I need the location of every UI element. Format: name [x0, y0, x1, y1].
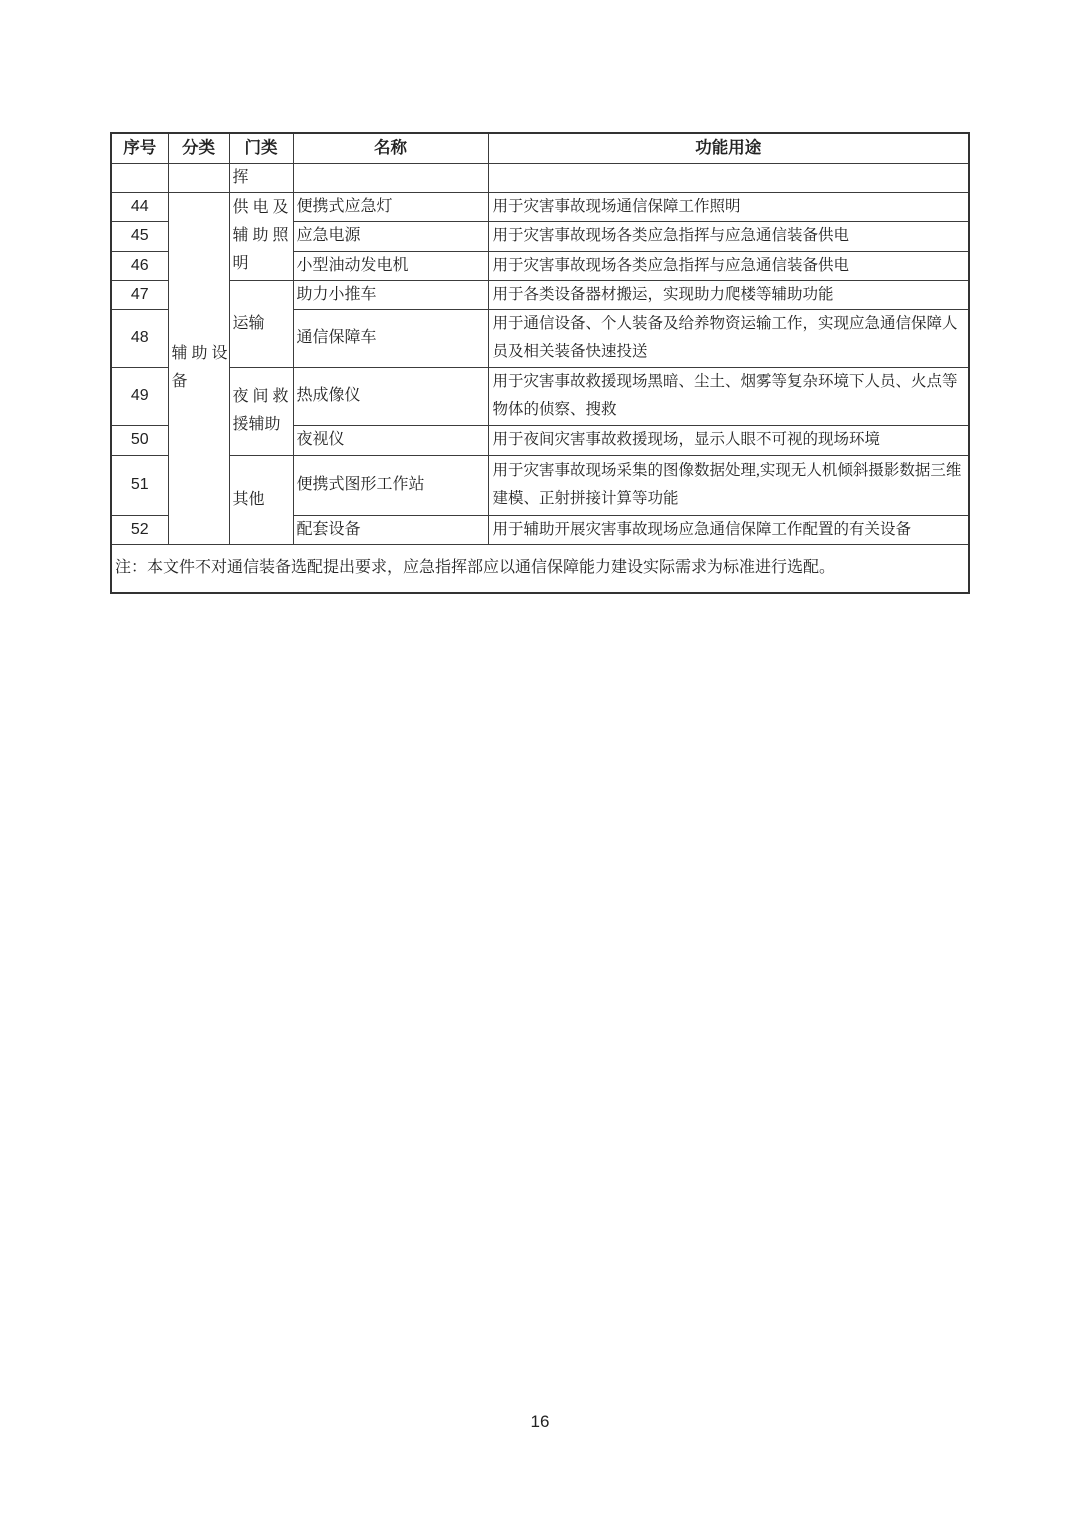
- continuation-function-cell: [488, 163, 969, 192]
- column-header-class: 门类: [229, 133, 293, 163]
- row-45-num: 45: [111, 221, 168, 251]
- class-line: 辅 助 照: [232, 227, 289, 244]
- row-51-num: 51: [111, 455, 168, 515]
- class-span-night-rescue: [229, 367, 293, 455]
- row-50-num: 50: [111, 425, 168, 455]
- row-52-name: 配套设备: [293, 515, 488, 544]
- row-52-num: 52: [111, 515, 168, 544]
- row-48-name: 通信保障车: [293, 309, 488, 367]
- equipment-table: [110, 132, 970, 594]
- table-row: [111, 367, 969, 425]
- continuation-name-cell: [293, 163, 488, 192]
- row-44-num: 44: [111, 192, 168, 221]
- row-44-name: 便携式应急灯: [293, 192, 488, 221]
- table-row: [111, 192, 969, 221]
- class-line: 运输: [232, 314, 265, 332]
- row-47-name: 助力小推车: [293, 280, 488, 309]
- class-line: 供 电 及: [232, 199, 289, 216]
- row-47-num: 47: [111, 280, 168, 309]
- row-47-function: 用于各类设备器材搬运，实现助力爬楼等辅助功能: [488, 280, 969, 309]
- row-49-name: 热成像仪: [293, 367, 488, 425]
- row-45-function: 用于灾害事故现场各类应急指挥与应急通信装备供电: [488, 221, 969, 251]
- row-44-function: 用于灾害事故现场通信保障工作照明: [488, 192, 969, 221]
- table-note: 注：本文件不对通信装备选配提出要求，应急指挥部应以通信保障能力建设实际需求为标准进行选配。: [111, 544, 969, 593]
- row-46-num: 46: [111, 251, 168, 280]
- page-number: 16: [530, 1412, 550, 1431]
- row-46-name: 小型油动发电机: [293, 251, 488, 280]
- row-52-function: 用于辅助开展灾害事故现场应急通信保障工作配置的有关设备: [488, 515, 969, 544]
- table-row: [111, 280, 969, 309]
- column-header-name: 名称: [293, 133, 488, 163]
- row-51-function: 用于灾害事故现场采集的图像数据处理,实现无人机倾斜摄影数据三维建模、正射拼接计算等功能: [488, 455, 969, 515]
- row-50-name: 夜视仪: [293, 425, 488, 455]
- column-header-function: 功能用途: [488, 133, 969, 163]
- class-span-power-lighting: [229, 192, 293, 280]
- row-48-function: 用于通信设备、个人装备及给养物资运输工作，实现应急通信保障人员及相关装备快速投送: [488, 309, 969, 367]
- continuation-num-cell: [111, 163, 168, 192]
- column-header-num: 序号: [111, 133, 168, 163]
- class-line: 明: [232, 255, 249, 272]
- continuation-class-cell: 挥: [229, 163, 293, 192]
- row-48-num: 48: [111, 309, 168, 367]
- row-45-name: 应急电源: [293, 221, 488, 251]
- table-row: [111, 455, 969, 515]
- row-46-function: 用于灾害事故现场各类应急指挥与应急通信装备供电: [488, 251, 969, 280]
- continuation-row: [111, 163, 969, 192]
- class-span-other: [229, 455, 293, 544]
- class-line: 夜 间 救: [232, 388, 289, 405]
- class-line: 援辅助: [232, 416, 281, 433]
- class-span-transport: [229, 280, 293, 367]
- row-49-num: 49: [111, 367, 168, 425]
- row-49-function: 用于灾害事故救援现场黑暗、尘土、烟雾等复杂环境下人员、火点等物体的侦察、搜救: [488, 367, 969, 425]
- continuation-category-cell: [168, 163, 229, 192]
- row-51-name: 便携式图形工作站: [293, 455, 488, 515]
- category-span-auxiliary-equipment: [168, 192, 229, 544]
- category-line: 备: [171, 373, 188, 390]
- note-row: [111, 544, 969, 593]
- header-row: [111, 133, 969, 163]
- class-line: 其他: [232, 490, 265, 508]
- column-header-category: 分类: [168, 133, 229, 163]
- category-line: 辅 助 设: [171, 345, 228, 362]
- row-50-function: 用于夜间灾害事故救援现场，显示人眼不可视的现场环境: [488, 425, 969, 455]
